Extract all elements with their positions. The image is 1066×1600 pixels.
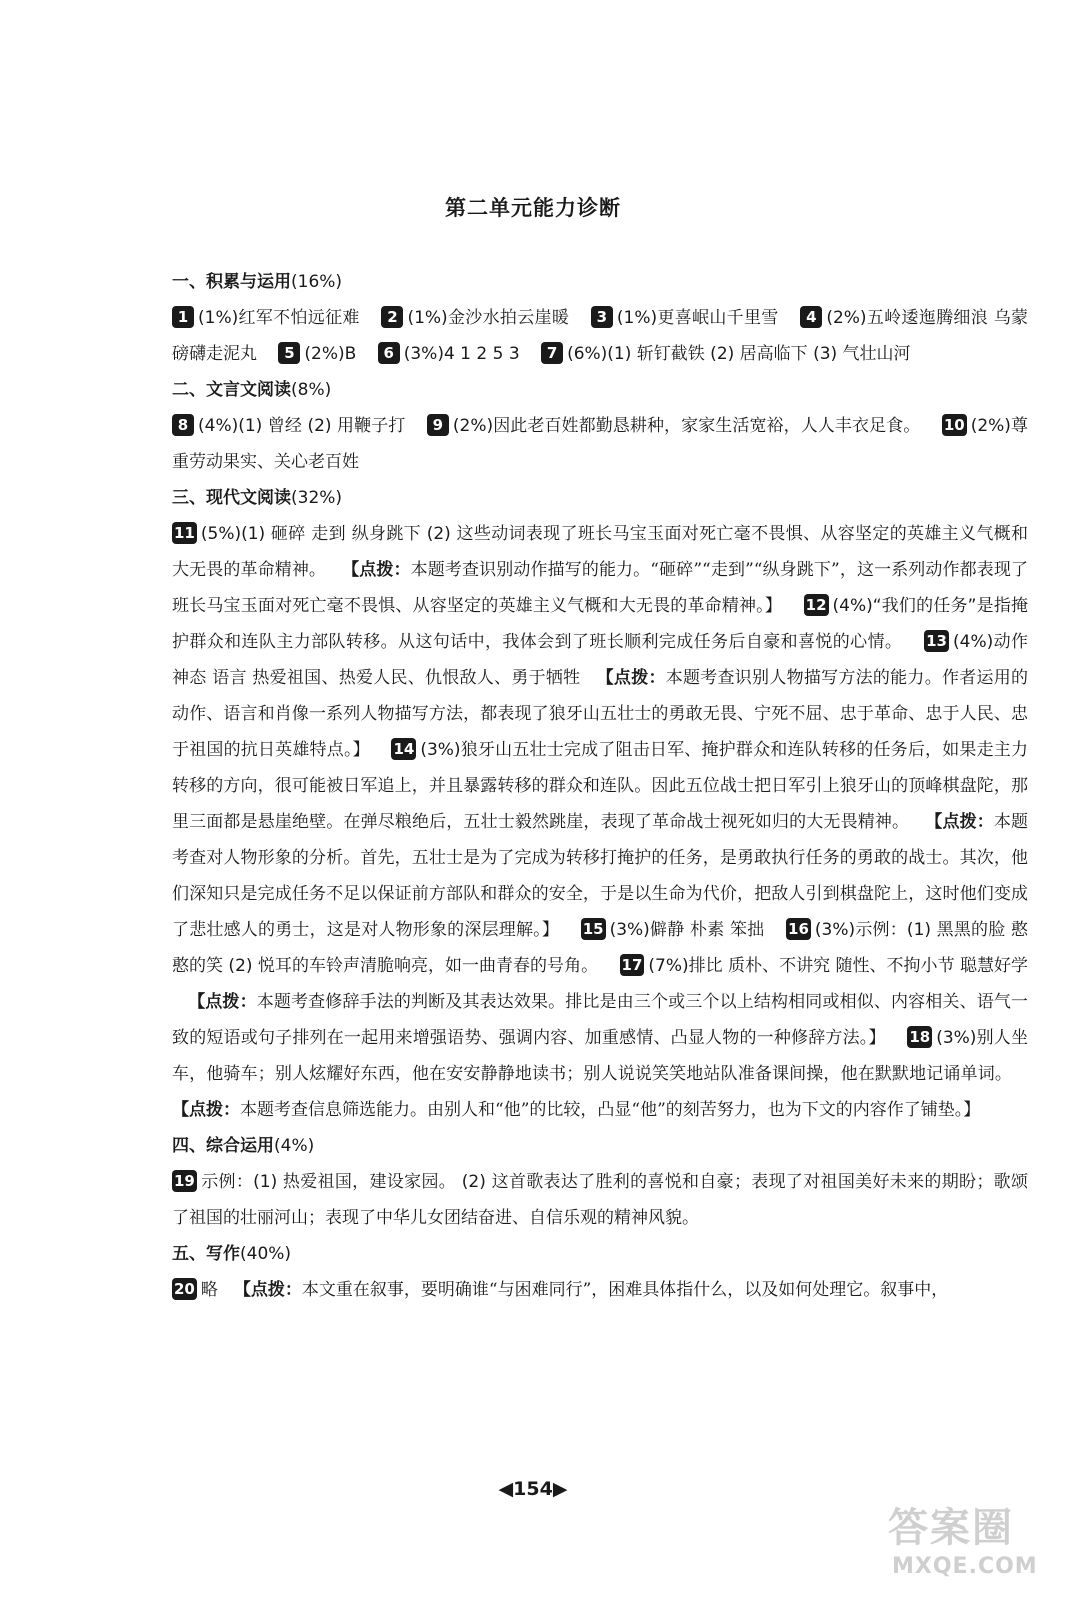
- section-heading: 二、文言文阅读(8%): [172, 380, 332, 400]
- tip-text: 本题考查修辞手法的判断及其表达效果。排比是由三个或三个以上结构相同或相似、内容相关、语气一致的短语或句子排列在一起用来增强语势、强调内容、加重感情、凸显人物的一种修辞方法。】: [172, 992, 1029, 1048]
- tip-label: 【点拨：: [596, 668, 666, 688]
- answer-text: (4%)(1) 曾经 (2) 用鞭子打: [198, 416, 406, 436]
- watermark-text: 答案圈: [888, 1505, 1014, 1551]
- answer-text: (1%)更喜岷山千里雪: [616, 308, 779, 328]
- tip-text: 本题考查识别人物描写方法的能力。作者运用的动作、语言和肖像一系列人物描写方法，都表现了狼牙山五壮士的勇敢无畏、宁死不屈、忠于革命、忠于人民、忠于祖国的抗日英雄特点。】: [172, 668, 1029, 760]
- tip-label: 【点拨：: [188, 992, 257, 1012]
- answer-content: [172, 264, 1028, 1308]
- section-body: [172, 1272, 1028, 1308]
- question-number-badge: 14: [393, 740, 415, 758]
- section-body: [172, 1164, 1028, 1236]
- section-body: [172, 408, 1028, 480]
- section-body: [172, 516, 1028, 1128]
- section-heading: 五、写作(40%): [172, 1244, 292, 1264]
- question-number-badge: 11: [174, 524, 195, 542]
- section-heading: 一、积累与运用(16%): [172, 272, 343, 292]
- question-number-badge: 7: [541, 342, 563, 364]
- question-number-badge: 1: [172, 306, 194, 328]
- tip-text: 本题考查对人物形象的分析。首先，五壮士是为了完成为转移打掩护的任务，是勇敢执行任务的勇敢的战士。其次，他们深知只是完成任务不足以保证前方部队和群众的安全，于是以生命为代价，把敌人引到棋盘陀上，这时他们变成了悲壮感人的勇士，这是对人物形象的深层理解。】: [172, 812, 1029, 940]
- question-number-badge: 5: [278, 342, 300, 364]
- answer-text: (1%)金沙水拍云崖暖: [407, 308, 570, 328]
- question-number-badge: 6: [378, 342, 400, 364]
- answer-text: (2%)因此老百姓都勤恳耕种，家家生活宽裕，人人丰衣足食。: [452, 416, 921, 436]
- section-heading: 四、综合运用(4%): [172, 1136, 315, 1156]
- answer-text: (4%)“我们的任务”是指掩护群众和连队主力部队转移。从这句话中，我体会到了班长顺利完成任务后自豪和喜悦的心情。: [172, 596, 1028, 652]
- answer-text: (2%)B: [304, 344, 357, 364]
- question-number-badge: 15: [582, 920, 604, 938]
- tip-text: 本题考查识别动作描写的能力。“砸碎”“走到”“纵身跳下”，这一系列动作都表现了班长马宝玉面对死亡毫不畏惧、从容坚定的英雄主义气概和大无畏的革命精神。】: [172, 560, 1029, 616]
- answer-text: (3%)别人坐车，他骑车；别人炫耀好东西，他在安安静静地读书；别人说说笑笑地站队准备课间操，他在默默地记诵单词。: [172, 1028, 1029, 1084]
- tip-label: 【点拨：: [342, 560, 411, 580]
- page-title: 第二单元能力诊断: [445, 196, 621, 220]
- answer-text: 示例：(1) 热爱祖国，建设家园。 (2) 这首歌表达了胜利的喜悦和自豪；表现了对祖国美好未来的期盼；歌颂了祖国的壮丽河山；表现了中华儿女团结奋进、自信乐观的精神风貌。: [172, 1172, 1028, 1228]
- answer-text: (2%)尊重劳动果实、关心老百姓: [172, 416, 1029, 472]
- watermark-url: MXQE.COM: [892, 1554, 1038, 1579]
- question-number-badge: 19: [174, 1172, 195, 1190]
- section-heading: 三、现代文阅读(32%): [172, 488, 343, 508]
- question-number-badge: 18: [909, 1028, 931, 1046]
- answer-text: (3%)示例：(1) 黑黑的脸 憨憨的笑 (2) 悦耳的车铃声清脆响亮，如一曲青春的号角。: [172, 920, 1029, 976]
- question-number-badge: 4: [800, 306, 822, 328]
- answer-text: (3%)4 1 2 5 3: [403, 344, 520, 364]
- section-body: [172, 300, 1028, 372]
- question-number-badge: 10: [943, 416, 965, 434]
- question-number-badge: 3: [591, 306, 613, 328]
- tip-label: 【点拨：: [172, 1100, 240, 1120]
- answer-text: (2%)五岭逶迤腾细浪 乌蒙磅礴走泥丸: [172, 308, 1029, 364]
- question-number-badge: 9: [427, 414, 449, 436]
- answer-text: (3%)狼牙山五壮士完成了阻击日军、掩护群众和连队转移的任务后，如果走主力转移的方向，很可能被日军追上，并且暴露转移的群众和连队。因此五位战士把日军引上狼牙山的顶峰棋盘陀，那里三面都是悬崖绝壁。在弹尽粮绝后，五壮士毅然跳崖，表现了革命战士视死如归的大无畏精神。: [172, 740, 1029, 832]
- question-number-badge: 13: [926, 632, 947, 650]
- question-number-badge: 8: [172, 414, 194, 436]
- answer-text: 略: [200, 1280, 218, 1300]
- tip-label: 【点拨：: [233, 1280, 302, 1300]
- answer-text: (1%)红军不怕远征难: [198, 308, 360, 328]
- answer-text: (4%)动作 神态 语言 热爱祖国、热爱人民、仇恨敌人、勇于牺牲: [172, 632, 1029, 688]
- question-number-badge: 16: [788, 920, 809, 938]
- tip-text: 本题考查信息筛选能力。由别人和“他”的比较，凸显“他”的刻苦努力，也为下文的内容作了铺垫。】: [240, 1100, 981, 1120]
- page-number: ◀154▶: [498, 1478, 568, 1500]
- question-number-badge: 12: [805, 596, 827, 614]
- question-number-badge: 20: [174, 1280, 195, 1298]
- tip-label: 【点拨：: [925, 812, 994, 832]
- question-number-badge: 17: [621, 956, 643, 974]
- answer-text: (3%)僻静 朴素 笨拙: [609, 920, 765, 940]
- watermark-logo: [888, 1496, 1048, 1588]
- answer-text: (5%)(1) 砸碎 走到 纵身跳下 (2) 这些动词表现了班长马宝玉面对死亡毫不畏惧、从容坚定的英雄主义气概和大无畏的革命精神。: [172, 524, 1028, 580]
- answer-text: (6%)(1) 斩钉截铁 (2) 居高临下 (3) 气壮山河: [567, 344, 911, 364]
- answer-text: (7%)排比 质朴、不讲究 随性、不拘小节 聪慧好学: [648, 956, 1029, 976]
- tip-text: 本文重在叙事，要明确谁“与困难同行”，困难具体指什么，以及如何处理它。叙事中，: [301, 1280, 949, 1300]
- question-number-badge: 2: [381, 306, 403, 328]
